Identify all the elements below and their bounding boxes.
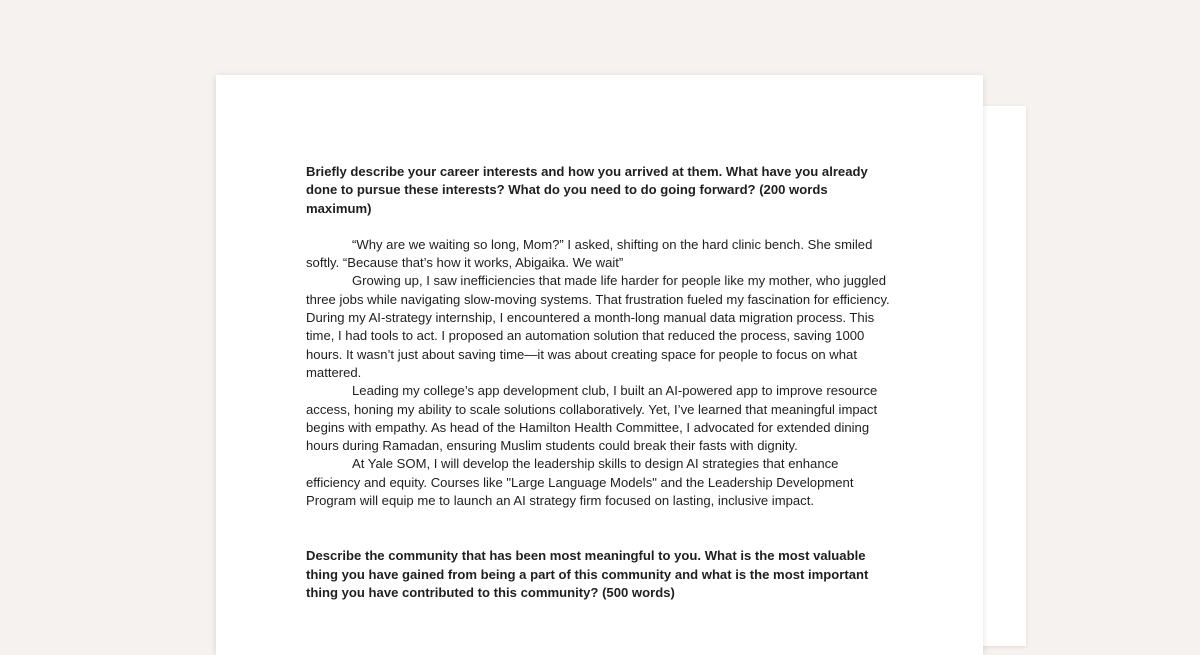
essay-paragraph: At Yale SOM, I will develop the leadership skills to design AI strategies that enhance efficiency and equity. Courses like "Large Language Models" and the Leadership Development Program will equip me to launch an AI strategy firm focused on lasting, inclusive impact. (306, 456, 854, 509)
essay-paragraph: Growing up, I saw inefficiencies that made life harder for people like my mother, who juggled three jobs while navigating slow-moving systems. That frustration fueled my fascination for efficiency. During my AI-strategy internship, I encountered a month-long manual data migration process. This time, I had tools to act. I proposed an automation solution that reduced the process, saving 1000 hours. It wasn’t just about saving time—it was about creating space for people to focus on what mattered. (306, 273, 890, 380)
essay-response-1 (306, 236, 896, 510)
essay-paragraph: Leading my college’s app development club, I built an AI-powered app to improve resource access, honing my ability to scale solutions collaboratively. Yet, I’ve learned that meaningful impact begins with empathy. As head of the Hamilton Health Committee, I advocated for extended dining hours during Ramadan, ensuring Muslim students could break their fasts with dignity. (306, 383, 878, 454)
essay-paragraph: “Why are we waiting so long, Mom?” I asked, shifting on the hard clinic bench. She smiled softly. “Because that’s how it works, Abigaika. We wait” (306, 236, 873, 271)
document-page (216, 75, 983, 655)
essay-prompt-2: Describe the community that has been most meaningful to you. What is the most valuable thing you have gained from being a part of this community and what is the most important thing you have contributed to this community? (500 words) (306, 548, 869, 600)
document-content (306, 163, 896, 602)
essay-prompt-1: Briefly describe your career interests and how you arrived at them. What have you already done to pursue these interests? What do you need to do going forward? (200 words maximum) (306, 164, 868, 216)
